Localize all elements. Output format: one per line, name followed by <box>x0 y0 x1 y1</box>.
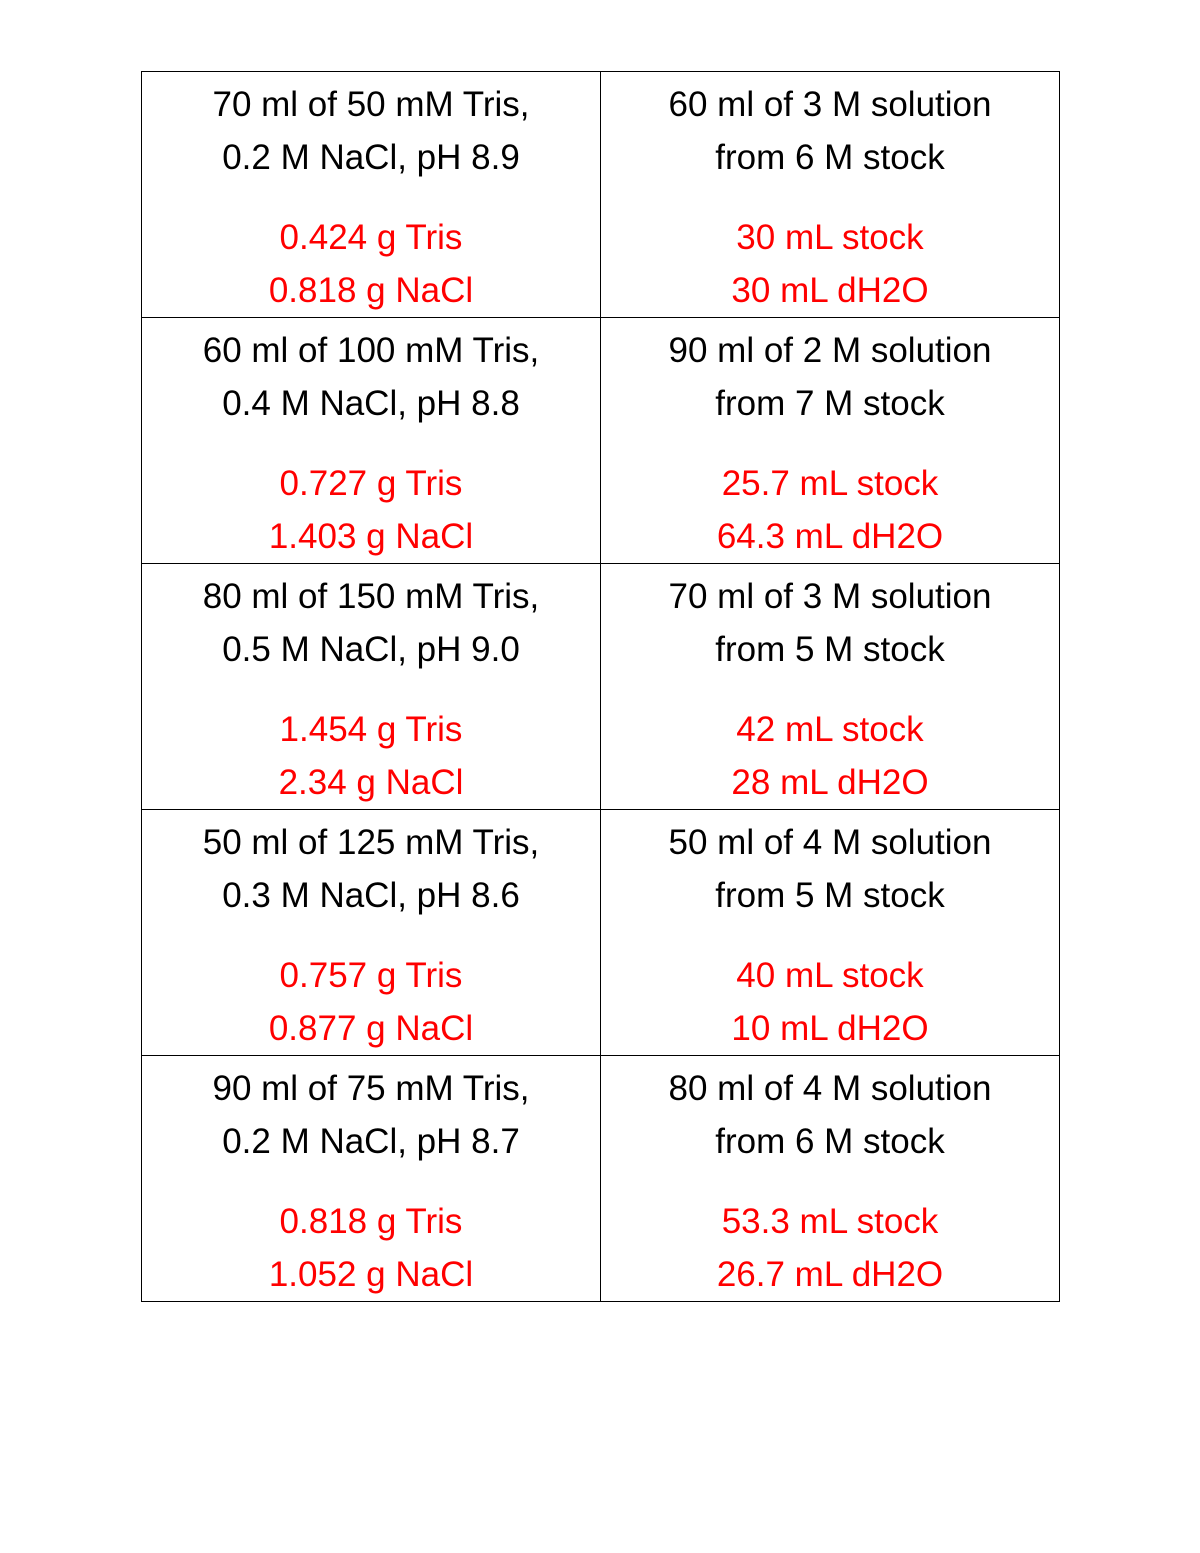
tris-card-cell <box>142 810 601 1056</box>
answer-line: 2.34 g NaCl <box>278 763 464 802</box>
dilution-card-cell <box>601 1056 1060 1302</box>
question-line: 0.5 M NaCl, pH 9.0 <box>222 630 520 669</box>
dilution-card-cell <box>601 810 1060 1056</box>
answer-line: 40 mL stock <box>736 956 924 995</box>
question-line: 0.3 M NaCl, pH 8.6 <box>222 876 520 915</box>
answer-line: 0.727 g Tris <box>279 464 463 503</box>
question-line: from 5 M stock <box>715 876 945 915</box>
tris-card-cell <box>142 318 601 564</box>
table-row <box>142 810 1060 1056</box>
flashcard-table <box>141 71 1060 1302</box>
dilution-card-cell <box>601 72 1060 318</box>
question-line: 70 ml of 3 M solution <box>668 577 992 616</box>
question-line: 90 ml of 2 M solution <box>668 331 992 370</box>
question-line: 50 ml of 4 M solution <box>668 823 992 862</box>
answer-line: 1.052 g NaCl <box>268 1255 474 1294</box>
answer-line: 42 mL stock <box>736 710 924 749</box>
question-line: 0.4 M NaCl, pH 8.8 <box>222 384 520 423</box>
answer-line: 10 mL dH2O <box>731 1009 929 1048</box>
table-row <box>142 318 1060 564</box>
answer-line: 0.818 g NaCl <box>268 271 474 310</box>
question-line: 50 ml of 125 mM Tris, <box>202 823 540 862</box>
answer-line: 26.7 mL dH2O <box>716 1255 944 1294</box>
question-line: 60 ml of 3 M solution <box>668 85 992 124</box>
table-row <box>142 72 1060 318</box>
answer-line: 30 mL dH2O <box>731 271 929 310</box>
question-line: 0.2 M NaCl, pH 8.9 <box>222 138 520 177</box>
answer-line: 0.424 g Tris <box>279 218 463 257</box>
question-line: 0.2 M NaCl, pH 8.7 <box>222 1122 520 1161</box>
question-line: 90 ml of 75 mM Tris, <box>212 1069 530 1108</box>
question-line: 70 ml of 50 mM Tris, <box>212 85 530 124</box>
answer-line: 0.757 g Tris <box>279 956 463 995</box>
answer-line: 28 mL dH2O <box>731 763 929 802</box>
table-row <box>142 564 1060 810</box>
question-line: from 6 M stock <box>715 138 945 177</box>
table-row <box>142 1056 1060 1302</box>
dilution-card-cell <box>601 318 1060 564</box>
question-line: from 7 M stock <box>715 384 945 423</box>
question-line: 80 ml of 4 M solution <box>668 1069 992 1108</box>
answer-line: 1.403 g NaCl <box>268 517 474 556</box>
dilution-card-cell <box>601 564 1060 810</box>
tris-card-cell <box>142 1056 601 1302</box>
question-line: from 6 M stock <box>715 1122 945 1161</box>
answer-line: 30 mL stock <box>736 218 924 257</box>
answer-line: 53.3 mL stock <box>721 1202 939 1241</box>
answer-line: 1.454 g Tris <box>279 710 463 749</box>
question-line: 80 ml of 150 mM Tris, <box>202 577 540 616</box>
answer-line: 64.3 mL dH2O <box>716 517 944 556</box>
answer-line: 0.877 g NaCl <box>268 1009 474 1048</box>
answer-line: 0.818 g Tris <box>279 1202 463 1241</box>
question-line: from 5 M stock <box>715 630 945 669</box>
tris-card-cell <box>142 564 601 810</box>
tris-card-cell <box>142 72 601 318</box>
question-line: 60 ml of 100 mM Tris, <box>202 331 540 370</box>
answer-line: 25.7 mL stock <box>721 464 939 503</box>
